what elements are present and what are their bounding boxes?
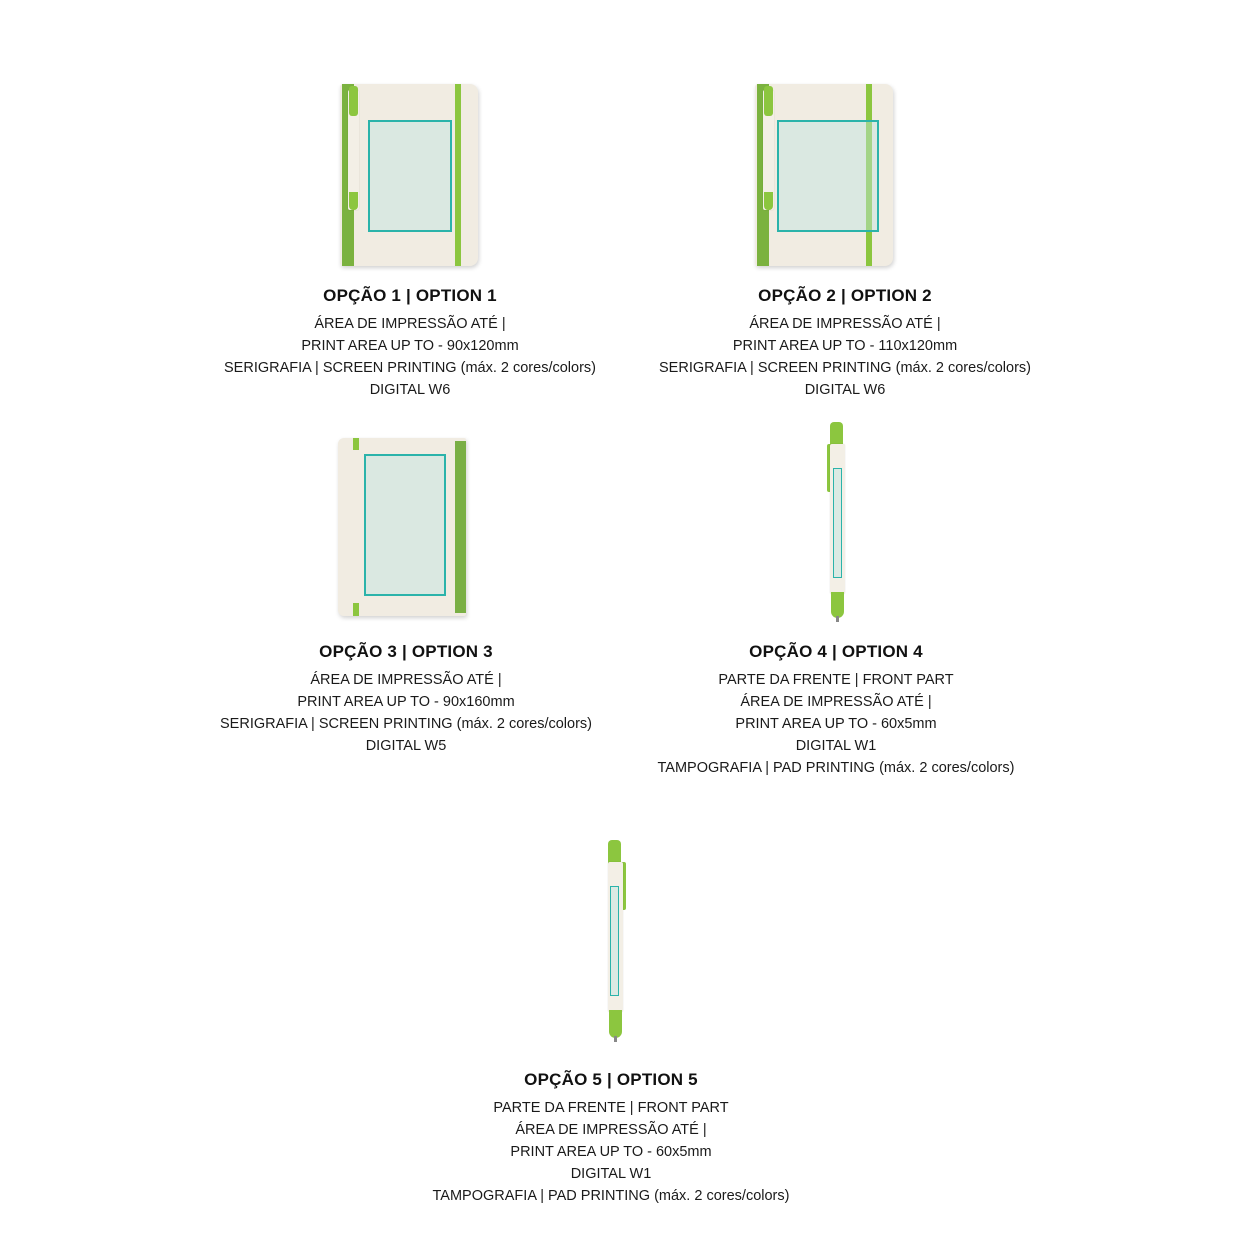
option-line: SERIGRAFIA | SCREEN PRINTING (máx. 2 cores/colors) (224, 360, 596, 376)
option-line: TAMPOGRAFIA | PAD PRINTING (máx. 2 cores/colors) (657, 760, 1015, 776)
pen-tip (609, 1010, 622, 1038)
pen-tip (831, 592, 844, 618)
pen-top-button (608, 840, 621, 864)
option-line: PRINT AREA UP TO - 110x120mm (732, 338, 958, 354)
option-line: PRINT AREA UP TO - 60x5mm (735, 716, 937, 732)
option-line: DIGITAL W6 (369, 382, 451, 398)
notebook-spine (455, 441, 466, 613)
pen-tip (349, 192, 358, 210)
option-3-caption (176, 641, 636, 757)
option-line: ÁREA DE IMPRESSÃO ATÉ | (740, 694, 932, 710)
elastic-band-bottom (353, 603, 359, 616)
option-line: ÁREA DE IMPRESSÃO ATÉ | (314, 316, 506, 332)
pen-point (836, 616, 839, 622)
option-line: SERIGRAFIA | SCREEN PRINTING (máx. 2 cores/colors) (659, 360, 1031, 376)
option-line: DIGITAL W1 (795, 738, 877, 754)
print-area-box (610, 886, 619, 996)
option-4-product-image (820, 418, 856, 628)
print-area-box (364, 454, 446, 596)
option-2-product-image (755, 84, 895, 269)
option-title: OPÇÃO 5 | OPTION 5 (524, 1070, 698, 1089)
option-line: PARTE DA FRENTE | FRONT PART (718, 672, 954, 688)
elastic-band-top (353, 438, 359, 450)
option-title: OPÇÃO 1 | OPTION 1 (323, 286, 497, 305)
option-4-caption (606, 641, 1066, 779)
option-title: OPÇÃO 2 | OPTION 2 (758, 286, 932, 305)
option-line: SERIGRAFIA | SCREEN PRINTING (máx. 2 cores/colors) (220, 716, 592, 732)
option-1-caption (180, 285, 640, 401)
option-5-product-image (598, 836, 634, 1048)
print-area-box (368, 120, 452, 232)
elastic-band (455, 84, 461, 266)
pen-point (614, 1036, 617, 1042)
pen-tip (764, 192, 773, 210)
option-2-caption (615, 285, 1075, 401)
option-line: PRINT AREA UP TO - 60x5mm (510, 1144, 712, 1160)
option-line: ÁREA DE IMPRESSÃO ATÉ | (515, 1122, 707, 1138)
print-area-box (777, 120, 879, 232)
option-line: TAMPOGRAFIA | PAD PRINTING (máx. 2 cores/colors) (432, 1188, 790, 1204)
option-3-product-image (338, 438, 470, 618)
pen-clip (764, 86, 773, 116)
option-1-product-image (340, 84, 480, 269)
option-line: DIGITAL W1 (570, 1166, 652, 1182)
pen-top-button (830, 422, 843, 446)
option-line: PARTE DA FRENTE | FRONT PART (493, 1100, 729, 1116)
option-5-caption (381, 1069, 841, 1207)
option-line: PRINT AREA UP TO - 90x120mm (301, 338, 519, 354)
option-line: ÁREA DE IMPRESSÃO ATÉ | (749, 316, 941, 332)
option-line: ÁREA DE IMPRESSÃO ATÉ | (310, 672, 502, 688)
option-line: DIGITAL W5 (365, 738, 447, 754)
option-title: OPÇÃO 4 | OPTION 4 (749, 642, 923, 661)
print-area-box (833, 468, 842, 578)
option-line: DIGITAL W6 (804, 382, 886, 398)
pen-clip (349, 86, 358, 116)
option-title: OPÇÃO 3 | OPTION 3 (319, 642, 493, 661)
option-line: PRINT AREA UP TO - 90x160mm (297, 694, 515, 710)
